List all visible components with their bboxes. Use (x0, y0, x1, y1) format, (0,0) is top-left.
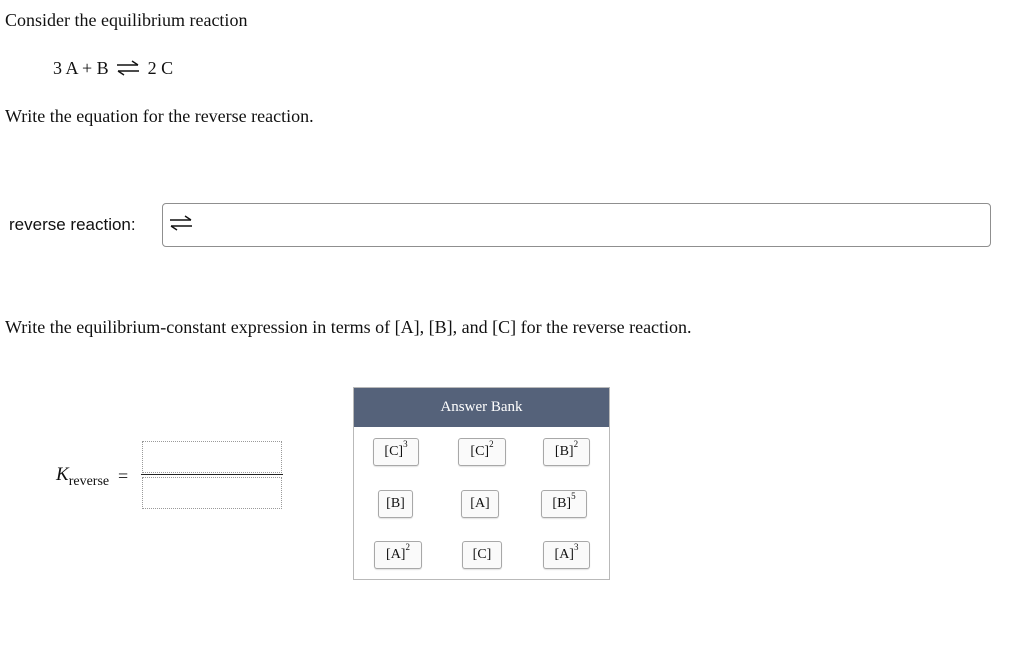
k-subscript: reverse (68, 474, 110, 489)
answer-bank (353, 387, 610, 580)
answer-tile[interactable]: $[C]^3$ (373, 438, 419, 466)
k-symbol: K (56, 464, 69, 485)
equilibrium-arrows-icon (115, 59, 141, 81)
numerator-drop-zone[interactable] (142, 441, 282, 473)
answer-bank-title: Answer Bank (354, 388, 609, 427)
answer-tile[interactable]: [B] (378, 490, 413, 518)
answer-tile[interactable]: $[B]^5$ (541, 490, 587, 518)
answer-tile[interactable]: [A] (461, 490, 499, 518)
equilibrium-arrows-icon[interactable] (168, 214, 194, 237)
answer-tile[interactable]: $[B]^2$ (543, 438, 590, 466)
intro-text: Consider the equilibrium reaction (5, 10, 248, 30)
k-reverse-label (56, 464, 109, 488)
answer-tile[interactable]: $[A]^2$ (374, 541, 422, 569)
answer-tile[interactable]: $[C]^2$ (458, 438, 506, 466)
equilibrium-constant-prompt: Write the equilibrium-constant expression in terms of [A], [B], and [C] for the reverse reaction. (5, 317, 692, 337)
answer-tile[interactable]: $[A]^3$ (543, 541, 590, 569)
reverse-reaction-input[interactable] (162, 203, 991, 247)
reverse-reaction-label: reverse reaction: (9, 215, 136, 234)
reaction-reactants: 3 A + B (53, 58, 109, 78)
denominator-drop-zone[interactable] (142, 477, 282, 509)
answer-tile[interactable]: [C] (462, 541, 502, 569)
fraction-bar (141, 474, 283, 475)
equals-sign: = (118, 466, 129, 486)
reaction-products: 2 C (147, 58, 174, 78)
equilibrium-reaction (53, 57, 173, 81)
reverse-reaction-prompt: Write the equation for the reverse reaction. (5, 106, 314, 126)
